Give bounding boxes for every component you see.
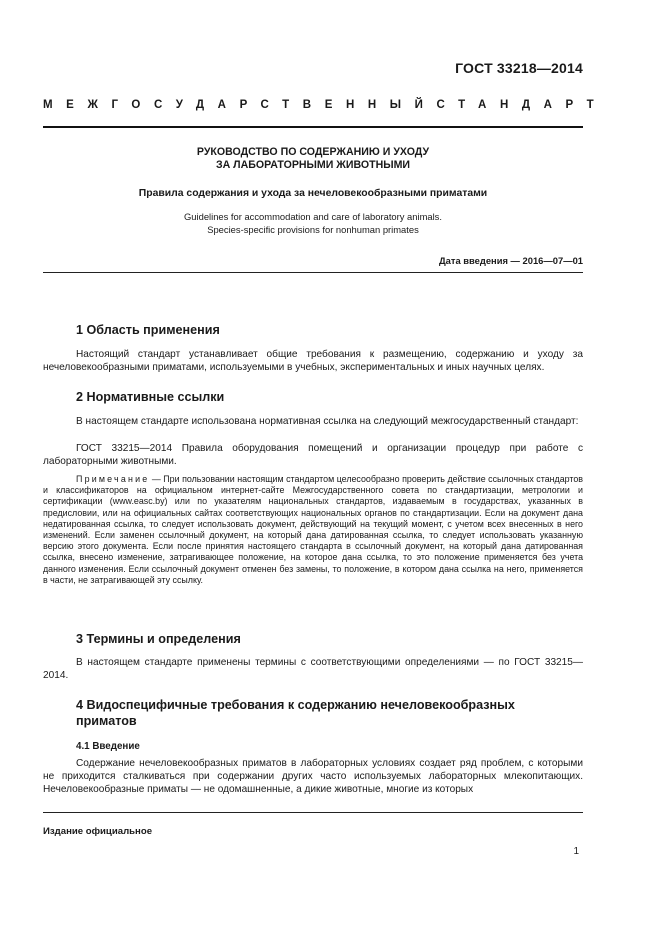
interstate-standard-banner bbox=[43, 99, 608, 111]
section-4-heading bbox=[76, 697, 576, 729]
introduction-date: Дата введения — 2016—07—01 bbox=[438, 255, 583, 266]
english-title-line-2: Species-specific provisions for nonhuman primates bbox=[207, 224, 419, 235]
section-2-paragraph-2: ГОСТ 33215—2014 Правила оборудования помещений и организации процедур при работе с лабораторными животными. bbox=[43, 443, 583, 467]
document-subtitle: Правила содержания и ухода за нечеловекообразными приматами bbox=[138, 188, 488, 199]
section-1-paragraph: Настоящий стандарт устанавливает общие требования к размещению, содержанию и уходу за нечеловекообразными приматами, используемыми в учебных, экспериментальных и иных научных целях. bbox=[43, 349, 583, 373]
section-4-heading-line-1: 4 Видоспецифичные требования к содержанию нечеловекообразных bbox=[76, 698, 515, 712]
section-3-paragraph: В настоящем стандарте применены термины с соответствующими определениями — по ГОСТ 33215—2014. bbox=[43, 657, 583, 681]
date-rule bbox=[43, 272, 583, 273]
banner-word-2: СТАНДАРТ bbox=[436, 99, 608, 111]
section-1-heading: 1 Область применения bbox=[76, 323, 220, 337]
title-line-2: ЗА ЛАБОРАТОРНЫМИ ЖИВОТНЫМИ bbox=[215, 159, 411, 171]
page-number: 1 bbox=[573, 846, 579, 857]
subsection-4-1-paragraph: Содержание нечеловекообразных приматов в лабораторных условиях создает ряд проблем, с которыми не приходится сталкиваться при содержании других часто используемых лабораторных млекопитающих. Нечеловекообразные приматы — не одомашненные, а дикие животные, многие из которых bbox=[43, 758, 583, 795]
english-title bbox=[43, 210, 583, 236]
section-4-heading-line-2: приматов bbox=[76, 714, 137, 728]
section-3-heading: 3 Термины и определения bbox=[76, 632, 241, 646]
subsection-4-1-heading: 4.1 Введение bbox=[76, 741, 140, 752]
footer-rule bbox=[43, 812, 583, 813]
section-2-note bbox=[43, 474, 583, 586]
section-2-heading: 2 Нормативные ссылки bbox=[76, 390, 225, 404]
section-2-paragraph-1: В настоящем стандарте использована нормативная ссылка на следующий межгосударственный стандарт: bbox=[76, 416, 579, 427]
english-title-line-1: Guidelines for accommodation and care of laboratory animals. bbox=[184, 211, 442, 222]
standard-number: ГОСТ 33218—2014 bbox=[455, 60, 583, 76]
header-rule bbox=[43, 126, 583, 128]
note-label: Примечание bbox=[76, 474, 150, 484]
official-edition-label: Издание официальное bbox=[43, 826, 153, 837]
banner-word-1: МЕЖГОСУДАРСТВЕННЫЙ bbox=[43, 99, 437, 111]
title-line-1: РУКОВОДСТВО ПО СОДЕРЖАНИЮ И УХОДУ bbox=[196, 146, 430, 158]
document-title bbox=[43, 146, 583, 172]
note-text: — При пользовании настоящим стандартом целесообразно проверить действие ссылочных стандартов и классификаторов на официальном интернет-сайте Межгосударственного совета по стандартизации, метрологии и сертификации (www.easc.by) или по указателям национальных стандартов, издаваемым в государствах, указанных в предисловии, или на официальных сайтах соответствующих национальных органов по стандартизации. Если на документ дана недатированная ссылка, то следует использовать документ, действующий на текущий момент, с учетом всех внесенных в него изменений. Если заменен ссылочный документ, на который дана датированная ссылка, то следует использовать указанную версию этого документа. Если после принятия настоящего стандарта в ссылочный документ, на который дана датированная ссылка, внесено изменение, затрагивающее положение, на которое дана ссылка, то это положение применяется без учета данного изменения. Если ссылочный документ отменен без замены, то положение, в котором дана ссылка на него, применяется в части, не затрагивающей эту ссылку. bbox=[43, 474, 583, 585]
